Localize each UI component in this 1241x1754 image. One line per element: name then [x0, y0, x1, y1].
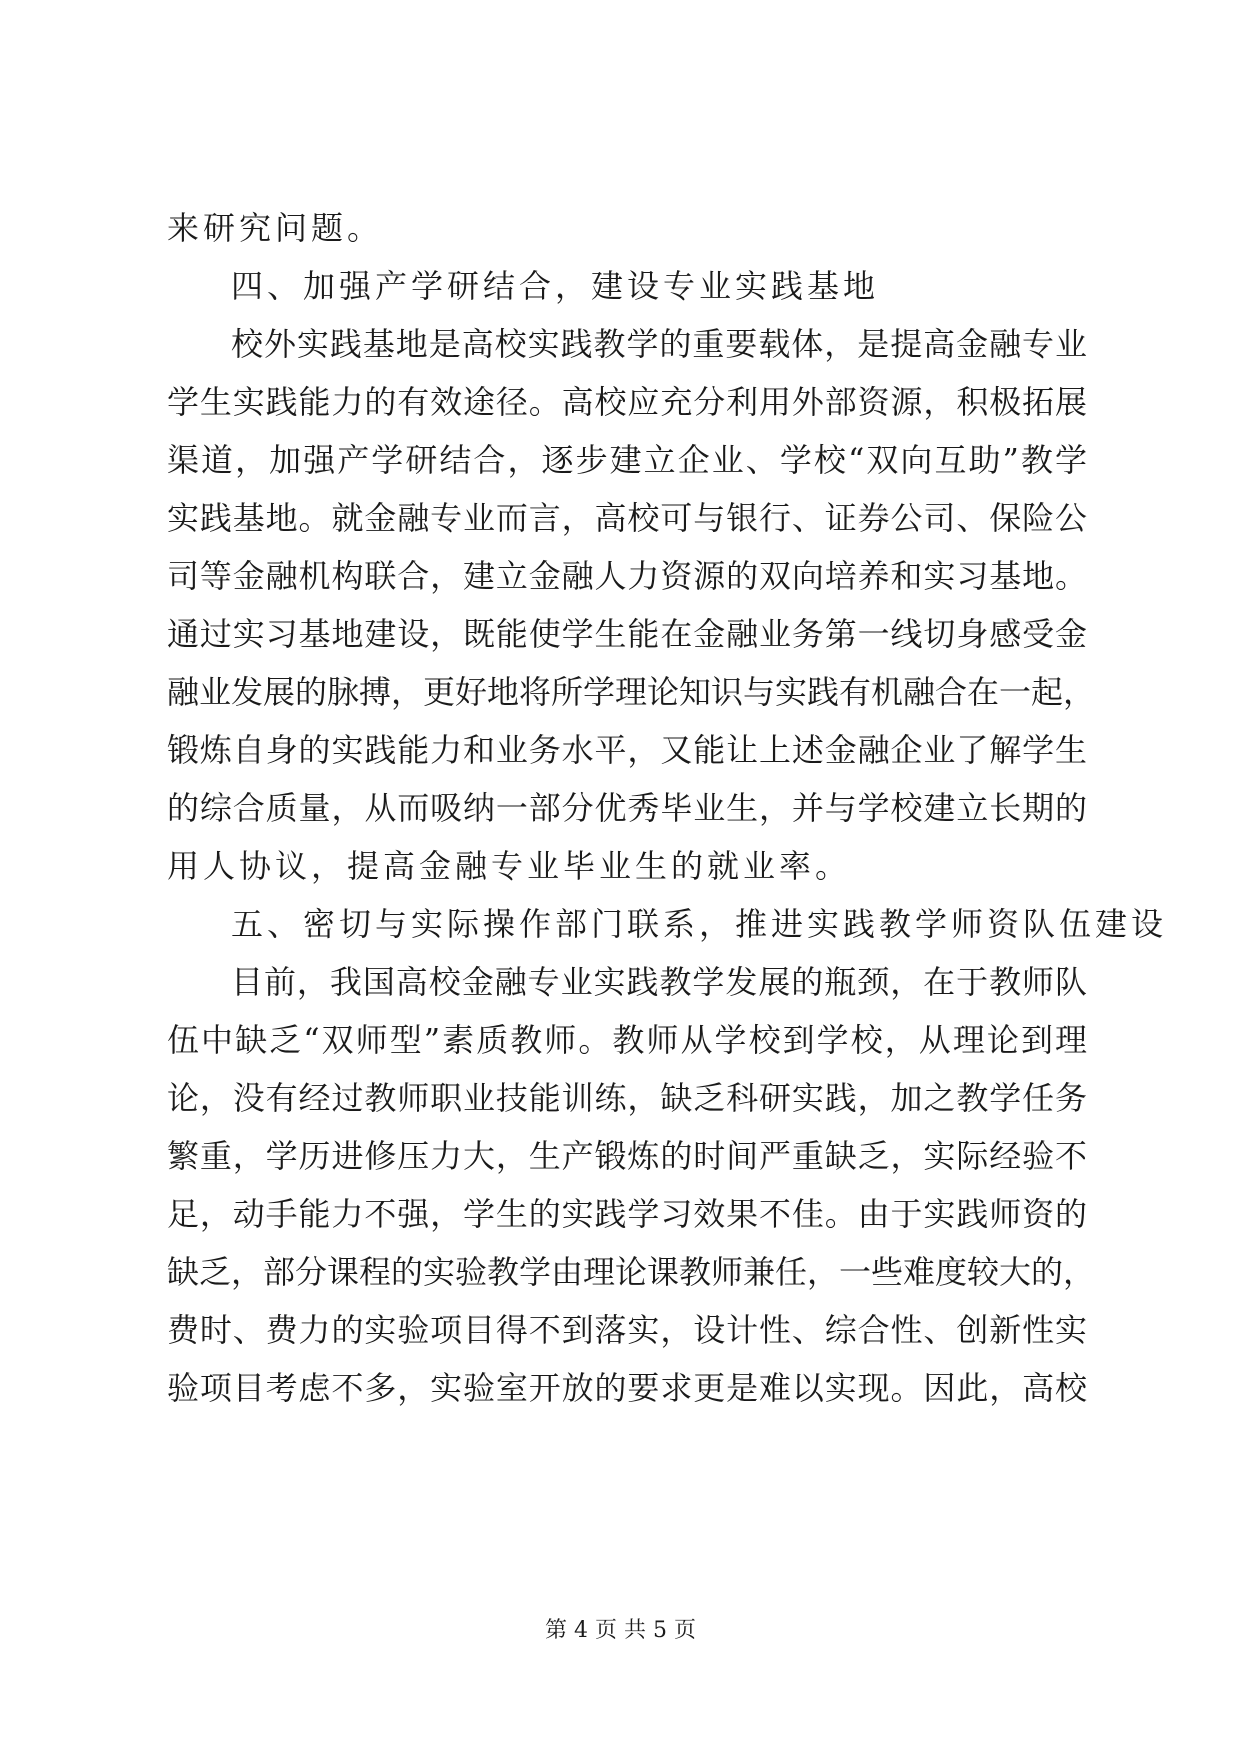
text-line: 司等金融机构联合，建立金融人力资源的双向培养和实习基地。: [167, 557, 1087, 595]
text-line: 论，没有经过教师职业技能训练，缺乏科研实践，加之教学任务: [167, 1079, 1087, 1117]
text-line: 用人协议，提高金融专业毕业生的就业率。: [167, 847, 852, 885]
text-line: 来研究问题。: [167, 209, 384, 247]
text-line: 目前，我国高校金融专业实践教学发展的瓶颈，在于教师队: [231, 963, 1087, 1001]
section-heading: 四、加强产学研结合，建设专业实践基地: [231, 267, 880, 305]
text-line: 融业发展的脉搏，更好地将所学理论知识与实践有机融合在一起，: [167, 673, 1096, 711]
section-heading: 五、密切与实际操作部门联系，推进实践教学师资队伍建设: [231, 905, 1168, 943]
text-line: 验项目考虑不多，实验室开放的要求更是难以实现。因此，高校: [167, 1369, 1087, 1407]
text-line: 足，动手能力不强，学生的实践学习效果不佳。由于实践师资的: [167, 1195, 1087, 1233]
text-line: 通过实习基地建设，既能使学生能在金融业务第一线切身感受金: [167, 615, 1087, 653]
text-line: 校外实践基地是高校实践教学的重要载体，是提高金融专业: [231, 325, 1087, 363]
text-line: 繁重，学历进修压力大，生产锻炼的时间严重缺乏，实际经验不: [167, 1137, 1087, 1175]
page-footer: 第 4 页 共 5 页: [545, 1618, 696, 1643]
text-line: 实践基地。就金融专业而言，高校可与银行、证券公司、保险公: [167, 499, 1087, 537]
text-line: 渠道，加强产学研结合，逐步建立企业、学校“双向互助”教学: [167, 441, 1087, 479]
text-line: 费时、费力的实验项目得不到落实，设计性、综合性、创新性实: [167, 1311, 1087, 1349]
text-line: 缺乏，部分课程的实验教学由理论课教师兼任，一些难度较大的，: [167, 1253, 1096, 1291]
text-line: 的综合质量，从而吸纳一部分优秀毕业生，并与学校建立长期的: [167, 789, 1087, 827]
text-line: 学生实践能力的有效途径。高校应充分利用外部资源，积极拓展: [167, 383, 1087, 421]
text-line: 伍中缺乏“双师型”素质教师。教师从学校到学校，从理论到理: [167, 1021, 1087, 1059]
text-line: 锻炼自身的实践能力和业务水平，又能让上述金融企业了解学生: [167, 731, 1087, 769]
